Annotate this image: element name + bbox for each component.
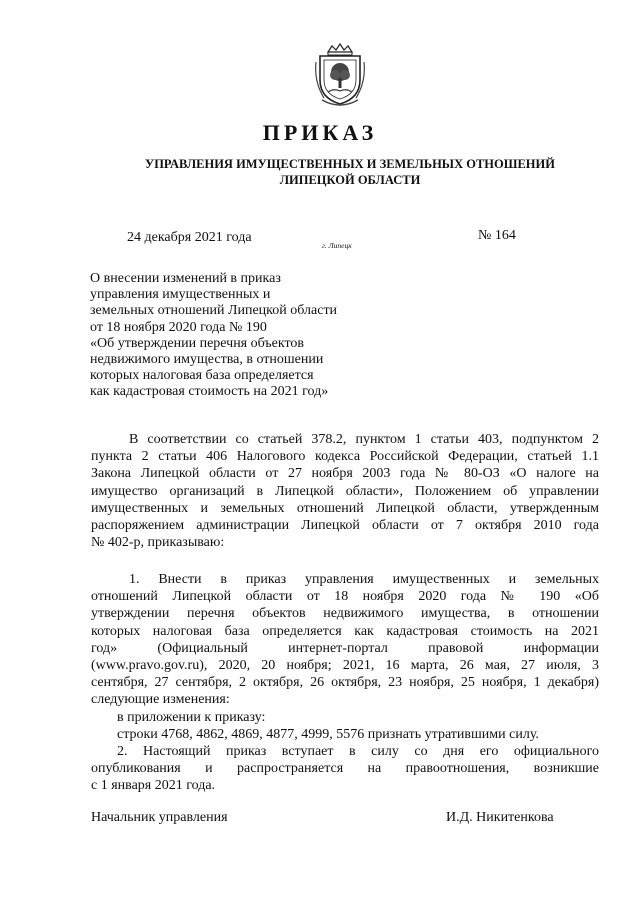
document-date: 24 декабря 2021 года — [127, 230, 252, 245]
subject-line: недвижимого имущества, в отношении — [90, 352, 324, 368]
subject-line: как кадастровая стоимость на 2021 год» — [90, 384, 329, 400]
text-line: 1. Внести в приказ управления имущественных и земельных — [129, 572, 599, 587]
org-line: ЛИПЕЦКОЙ ОБЛАСТИ — [279, 173, 421, 187]
text-line: отношений Липецкой области от 18 ноября 2020 года № 190 «Об — [91, 589, 599, 605]
text-line: пункта 2 статьи 406 Налогового кодекса Российской Федерации, статьей 1.1 — [91, 449, 599, 465]
signatory-position: Начальник управления — [91, 810, 228, 825]
text-line: В соответствии со статьей 378.2, пунктом 1 статьи 403, подпунктом 2 — [129, 432, 599, 447]
text-line: сентября, 27 сентября, 2 октября, 26 октября, 23 ноября, 25 ноября, 1 декабря) — [91, 675, 599, 691]
org-line: УПРАВЛЕНИЯ ИМУЩЕСТВЕННЫХ И ЗЕМЕЛЬНЫХ ОТНОШЕНИЙ — [145, 157, 555, 171]
text-line: утверждении перечня объектов недвижимого имущества, в отношении — [91, 606, 599, 622]
text-line: с 1 января 2021 года. — [91, 778, 216, 794]
subject-line: «Об утверждении перечня объектов — [90, 335, 305, 351]
text-line: строки 4768, 4862, 4869, 4877, 4999, 5576 признать утратившими силу. — [117, 726, 539, 742]
issuing-organization — [100, 156, 600, 188]
document-place: г. Липецк — [322, 241, 352, 250]
subject-line: О внесении изменений в приказ — [90, 271, 281, 286]
text-line: Закона Липецкой области от 27 ноября 2003 года № 80-ОЗ «О налоге на — [91, 466, 599, 482]
text-line: № 402-р, приказываю: — [91, 535, 225, 551]
text-line: (www.pravo.gov.ru), 2020, 20 ноября; 2021, 16 марта, 26 мая, 27 июля, 3 — [91, 658, 599, 674]
document-number: № 164 — [478, 228, 516, 243]
text-line: имущество организаций в Липецкой области», Положением об управлении — [91, 483, 599, 499]
document-title: ПРИКАЗ — [262, 120, 378, 145]
text-line: опубликования и распространяется на правоотношения, возникшие — [91, 761, 599, 777]
item-1-paragraph — [91, 571, 599, 795]
subject-line: управления имущественных и — [90, 287, 271, 303]
text-line: следующие изменения: — [91, 692, 230, 708]
text-line: которых налоговая база определяется как кадастровая стоимость на 2021 — [91, 623, 599, 639]
text-line: 2. Настоящий приказ вступает в силу со дня его официального — [117, 744, 599, 760]
signatory-name: И.Д. Никитенкова — [446, 810, 554, 825]
subject-line: которых налоговая база определяется — [90, 368, 314, 384]
text-line: имущественных и земельных отношений Липецкой области, утвержденным — [91, 500, 599, 516]
text-line: распоряжением администрации Липецкой области от 7 октября 2010 года — [91, 518, 599, 534]
text-line: в приложении к приказу: — [117, 709, 266, 725]
coat-of-arms-icon — [314, 42, 366, 108]
subject-line: от 18 ноября 2020 года № 190 — [90, 319, 267, 335]
preamble-paragraph — [91, 431, 599, 551]
text-line: год» (Официальный интернет-портал правовой информации — [91, 640, 599, 656]
document-subject — [90, 271, 337, 401]
subject-line: земельных отношений Липецкой области — [90, 303, 338, 319]
